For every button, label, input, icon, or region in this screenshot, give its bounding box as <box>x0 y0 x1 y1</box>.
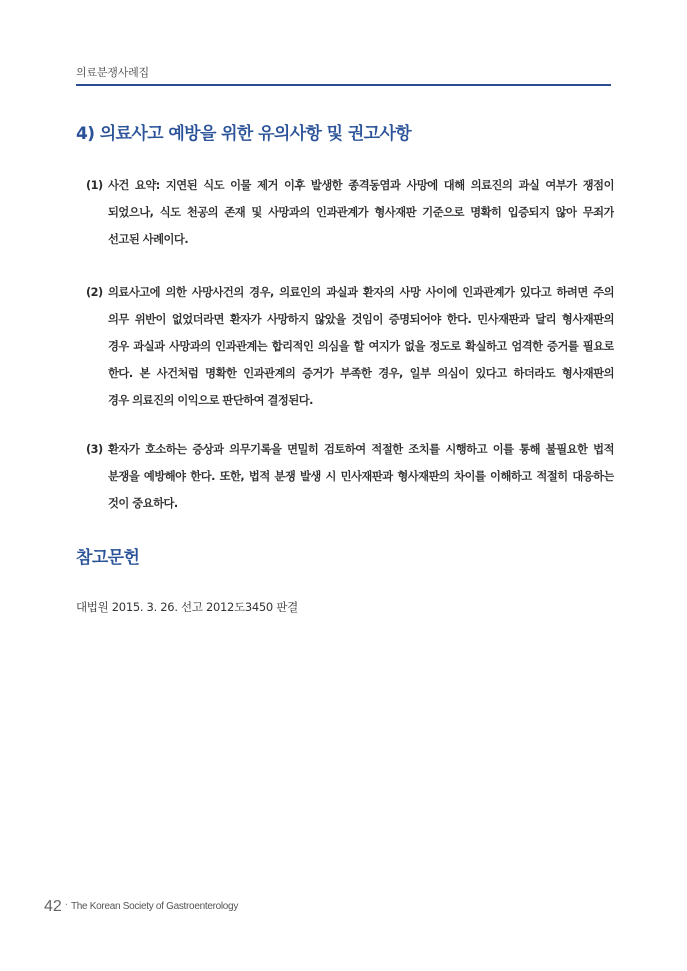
page-number: 42 <box>44 898 62 915</box>
item-number: (3) <box>86 443 103 456</box>
footer-separator: · <box>64 900 68 911</box>
item-line: 경우 과실과 사망과의 인과관계는 합리적인 의심을 할 여지가 없을 정도로 확실하고 엄격한 증거를 필요로 <box>108 340 614 353</box>
item-line: 환자가 호소하는 증상과 의무기록을 면밀히 검토하여 적절한 조치를 시행하고 이를 통해 불필요한 법적 <box>108 443 614 456</box>
item-number: (1) <box>86 179 103 192</box>
item-line: 것이 중요하다. <box>108 497 178 510</box>
page-footer <box>44 896 238 916</box>
item-line: 경우 의료진의 이익으로 판단하여 결정된다. <box>108 394 313 407</box>
item-line: 되었으나, 식도 천공의 존재 및 사망과의 인과관계가 형사재판 기준으로 명확히 입증되지 않아 무죄가 <box>108 206 614 219</box>
list-item <box>86 172 614 253</box>
running-head-title: 의료분쟁사례집 <box>76 66 149 79</box>
item-number: (2) <box>86 286 103 299</box>
item-line: 의료사고에 의한 사망사건의 경우, 의료인의 과실과 환자의 사망 사이에 인과관계가 있다고 하려면 주의 <box>108 286 614 299</box>
reference-entry: 대법원 2015. 3. 26. 선고 2012도3450 판결 <box>76 600 298 614</box>
item-line: 한다. 본 사건처럼 명확한 인과관계의 증거가 부족한 경우, 일부 의심이 있다고 하더라도 형사재판의 <box>108 367 614 380</box>
item-line: 선고된 사례이다. <box>108 233 189 246</box>
item-line: 분쟁을 예방해야 한다. 또한, 법적 분쟁 발생 시 민사재판과 형사재판의 차이를 이해하고 적절히 대응하는 <box>108 470 614 483</box>
item-line: 사건 요약: 지연된 식도 이물 제거 이후 발생한 종격동염과 사망에 대해 의료진의 과실 여부가 쟁점이 <box>108 179 614 192</box>
list-item <box>86 279 614 414</box>
header-rule <box>76 84 611 86</box>
society-name: The Korean Society of Gastroenterology <box>70 901 239 912</box>
item-line: 의무 위반이 없었더라면 환자가 사망하지 않았을 것임이 증명되어야 한다. 민사재판과 달리 형사재판의 <box>108 313 614 326</box>
section-title: 4) 의료사고 예방을 위한 유의사항 및 권고사항 <box>76 124 412 144</box>
list-item <box>86 436 614 517</box>
references-title: 참고문헌 <box>76 548 140 568</box>
